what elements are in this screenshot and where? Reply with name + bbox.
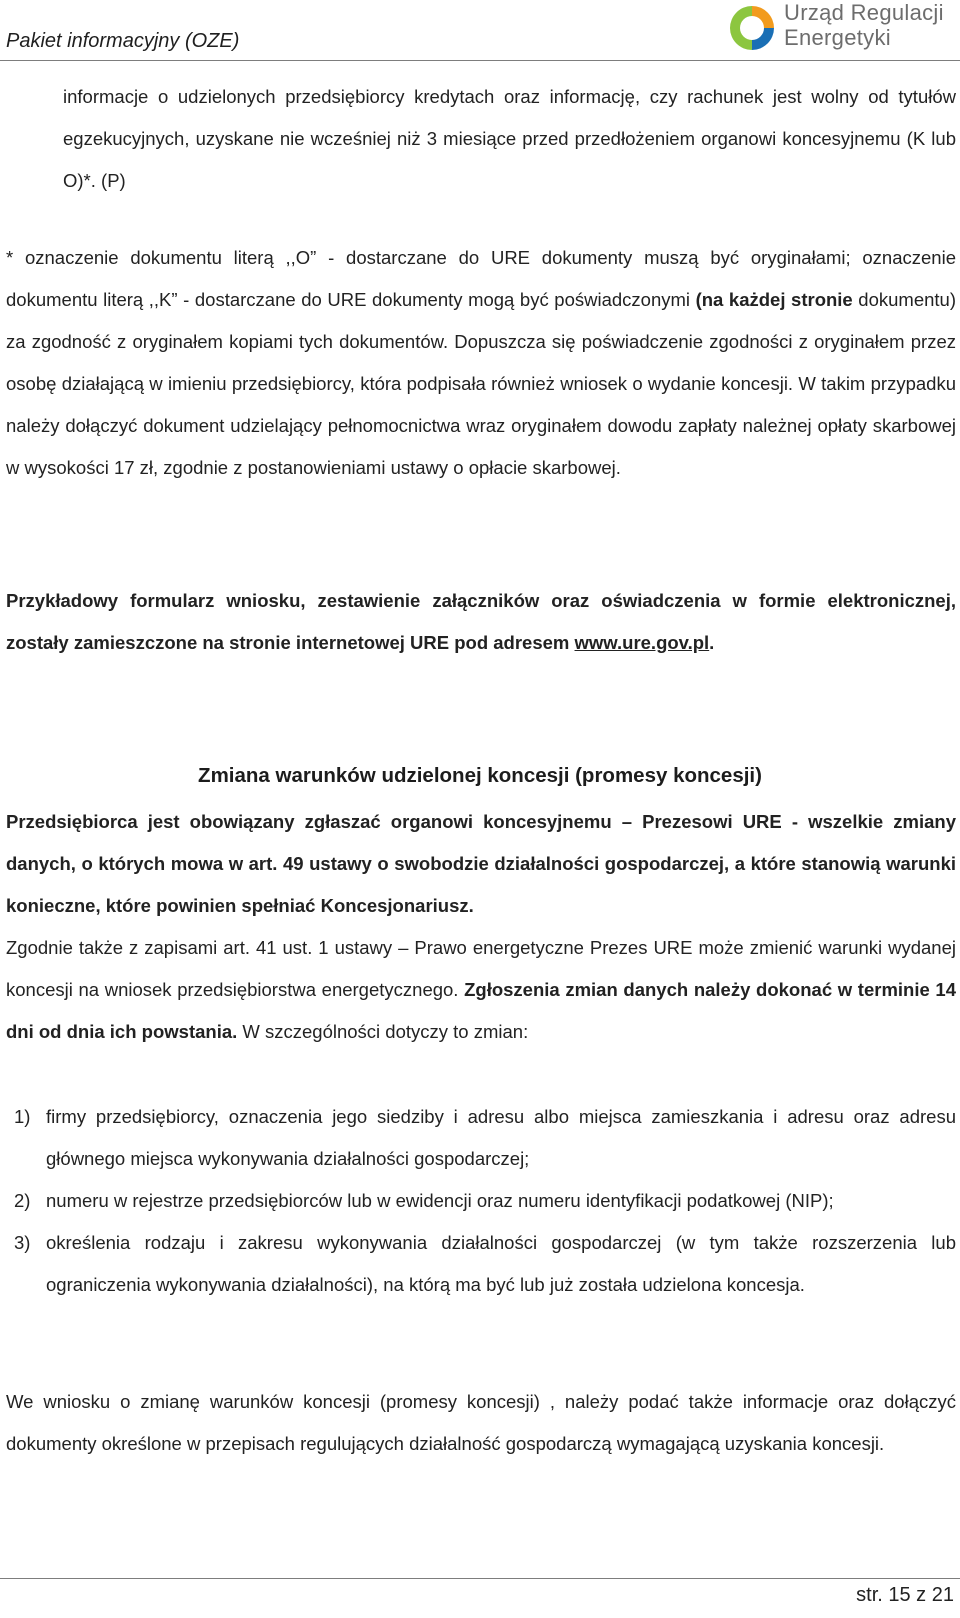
- list-item-number: 1): [14, 1106, 31, 1127]
- list-item: [6, 1222, 956, 1306]
- legal-basis-text: Zgodnie także z zapisami art. 41 ust. 1 ustawy – Prawo energetyczne Prezes URE może zmienić warunki wydanej koncesji na wniosek przedsiębiorstwa energetycznego.: [6, 937, 956, 1000]
- forms-info-paragraph: [6, 580, 956, 664]
- page-header: [0, 0, 960, 62]
- changes-list: [6, 1096, 956, 1306]
- list-item-text: określenia rodzaju i zakresu wykonywania działalności gospodarczej (w tym także rozszerzenia lub ograniczenia wykonywania działalności), na którą ma być lub już została udzielona koncesja.: [46, 1232, 956, 1295]
- note-text-1: * oznaczenie dokumentu literą ,,O” - dostarczane do URE dokumenty muszą być oryginałami; oznaczenie dokumentu literą ,,K” - dostarczane do URE dokumenty mogą być poświadczonymi: [6, 247, 956, 310]
- forms-info-text: Przykładowy formularz wniosku, zestawienie załączników oraz oświadczenia w formie elektronicznej, zostały zamieszczone na stronie internetowej URE pod adresem: [6, 590, 956, 653]
- footer-divider: [0, 1578, 960, 1579]
- paragraph-credit-info: informacje o udzielonych przedsiębiorcy kredytach oraz informację, czy rachunek jest wolny od tytułów egzekucyjnych, uzyskane nie wcześniej niż 3 miesiące przed przedłożeniem organowi koncesyjnemu (K lub O)*. (P): [63, 86, 956, 191]
- header-divider: [0, 60, 960, 61]
- list-item-number: 3): [14, 1232, 31, 1253]
- list-item-number: 2): [14, 1190, 31, 1211]
- forms-info-end: .: [709, 632, 715, 653]
- section-body: [6, 801, 956, 1053]
- logo-text: [784, 0, 944, 50]
- closing-paragraph: We wniosku o zmianę warunków koncesji (promesy koncesji) , należy podać także informacje oraz dołączyć dokumenty określone w przepisach regulujących działalność gospodarczą wymagającą uzyskania koncesji.: [6, 1391, 956, 1454]
- ure-logo-icon: [726, 2, 778, 54]
- list-item: [6, 1180, 956, 1222]
- document-marking-note: [6, 237, 956, 489]
- document-title: Pakiet informacyjny (OZE): [6, 30, 240, 52]
- list-item-text: firmy przedsiębiorcy, oznaczenia jego siedziby i adresu albo miejsca zamieszkania i adresu oraz adresu głównego miejsca wykonywania działalności gospodarczej;: [46, 1106, 956, 1169]
- logo-line-1: Urząd Regulacji: [784, 0, 944, 25]
- obligation-text: Przedsiębiorca jest obowiązany zgłaszać organowi koncesyjnemu – Prezesowi URE - wszelkie zmiany danych, o których mowa w art. 49 ustawy o swobodzie działalności gospodarczej, a które stanowią warunki konieczne, które powinien spełniać Koncesjonariusz.: [6, 811, 956, 916]
- changes-intro-text: W szczególności dotyczy to zmian:: [237, 1021, 529, 1042]
- logo-line-2: Energetyki: [784, 25, 891, 50]
- deadline-text: Zgłoszenia zmian danych należy dokonać w terminie 14 dni od dnia ich powstania.: [6, 979, 956, 1042]
- section-heading: Zmiana warunków udzielonej koncesji (promesy koncesji): [198, 764, 762, 787]
- page-number: str. 15 z 21: [856, 1584, 954, 1606]
- list-item-text: numeru w rejestrze przedsiębiorców lub w ewidencji oraz numeru identyfikacji podatkowej (NIP);: [46, 1190, 834, 1211]
- ure-logo: [726, 0, 960, 56]
- note-text-2: dokumentu) za zgodność z oryginałem kopiami tych dokumentów. Dopuszcza się poświadczenie zgodności z oryginałem przez osobę działającą w imieniu przedsiębiorcy, która podpisała również wniosek o wydanie koncesji. W takim przypadku należy dołączyć dokument udzielający pełnomocnictwa wraz oryginałem dowodu zapłaty należnej opłaty skarbowej w wysokości 17 zł, zgodnie z postanowieniami ustawy o opłacie skarbowej.: [6, 289, 957, 478]
- note-bold: (na każdej stronie: [695, 289, 853, 310]
- ure-website-link[interactable]: www.ure.gov.pl: [574, 632, 710, 653]
- list-item: [6, 1096, 956, 1180]
